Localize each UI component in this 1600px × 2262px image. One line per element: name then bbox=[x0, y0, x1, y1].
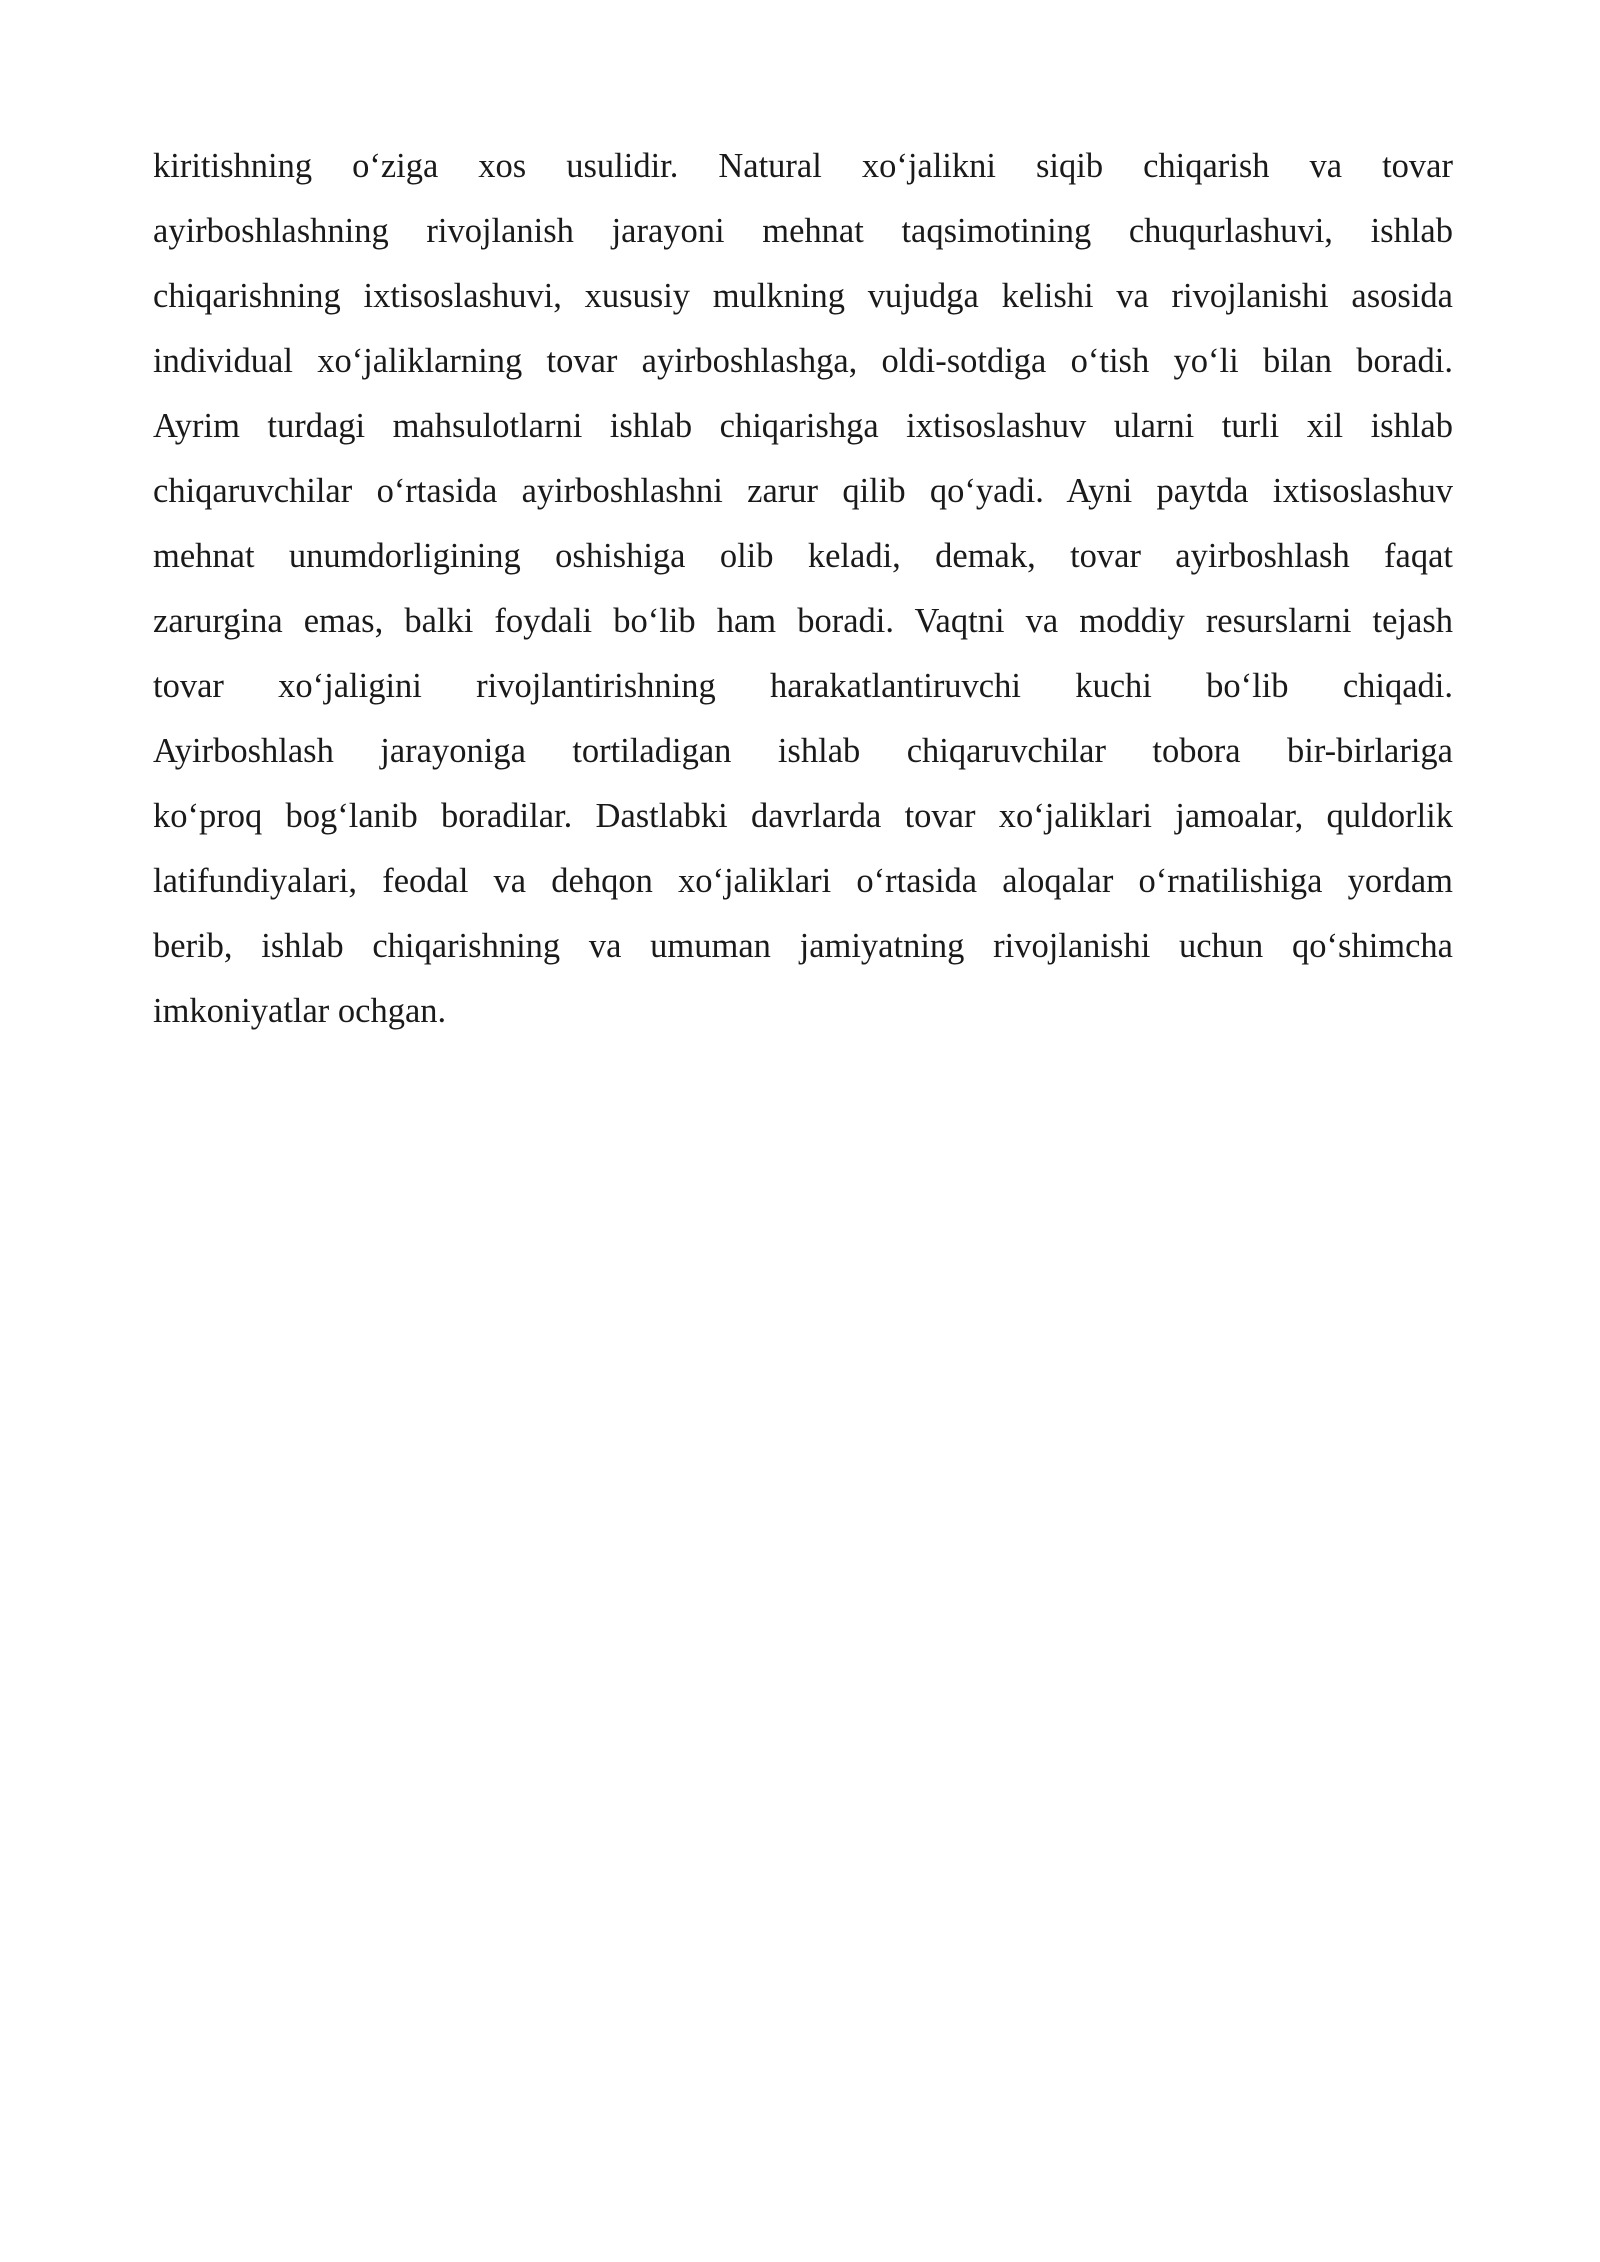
paragraph-line: ayirboshlashning rivojlanish jarayoni mehnat taqsimotining chuqurlashuvi, ishlab bbox=[153, 212, 1453, 250]
paragraph-line: individual xo‘jaliklarning tovar ayirboshlashga, oldi-sotdiga o‘tish yo‘li bilan boradi. bbox=[153, 342, 1453, 380]
paragraph-line: chiqaruvchilar o‘rtasida ayirboshlashni zarur qilib qo‘yadi. Ayni paytda ixtisoslashuv bbox=[153, 472, 1453, 510]
paragraph-line: Ayrim turdagi mahsulotlarni ishlab chiqarishga ixtisoslashuv ularni turli xil ishlab bbox=[153, 407, 1453, 445]
paragraph-line: zarurgina emas, balki foydali bo‘lib ham boradi. Vaqtni va moddiy resurslarni tejash bbox=[153, 602, 1453, 640]
paragraph-line: mehnat unumdorligining oshishiga olib keladi, demak, tovar ayirboshlash faqat bbox=[153, 537, 1453, 575]
paragraph-line: imkoniyatlar ochgan. bbox=[153, 992, 447, 1030]
paragraph-line: latifundiyalari, feodal va dehqon xo‘jaliklari o‘rtasida aloqalar o‘rnatilishiga yordam bbox=[153, 862, 1453, 900]
paragraph-line: ko‘proq bog‘lanib boradilar. Dastlabki davrlarda tovar xo‘jaliklari jamoalar, quldorlik bbox=[153, 797, 1453, 835]
paragraph-line: chiqarishning ixtisoslashuvi, xususiy mulkning vujudga kelishi va rivojlanishi asosida bbox=[153, 277, 1453, 315]
paragraph-line: tovar xo‘jaligini rivojlantirishning harakatlantiruvchi kuchi bo‘lib chiqadi. bbox=[153, 667, 1453, 705]
paragraph-line: Ayirboshlash jarayoniga tortiladigan ishlab chiqaruvchilar tobora bir-birlariga bbox=[153, 732, 1453, 770]
body-paragraph bbox=[153, 134, 1453, 1044]
paragraph-line: kiritishning o‘ziga xos usulidir. Natural xo‘jalikni siqib chiqarish va tovar bbox=[153, 147, 1453, 185]
paragraph-line: berib, ishlab chiqarishning va umuman jamiyatning rivojlanishi uchun qo‘shimcha bbox=[153, 927, 1453, 965]
